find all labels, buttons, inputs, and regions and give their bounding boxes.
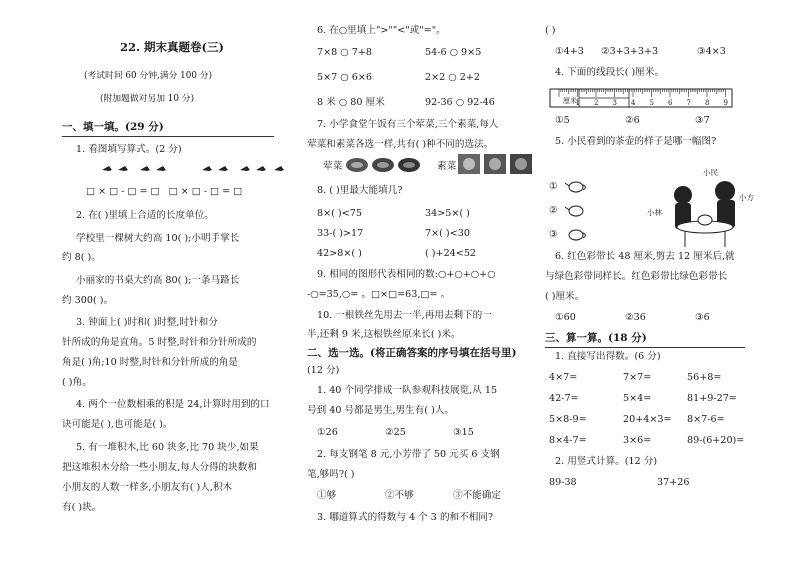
vegetable-label: 素菜 xyxy=(437,161,457,172)
ruler-tick-label: 7 xyxy=(686,99,691,107)
choice-option: ①60 xyxy=(555,312,576,323)
compare-item: 7+8 xyxy=(351,47,372,58)
question-2-line-2: 约 8( )。 xyxy=(62,252,101,263)
compare-item: 6×6 xyxy=(351,72,372,83)
fill-max-2: 34>5×( ) xyxy=(425,208,470,219)
name-label-xiaolin: 小林 xyxy=(647,208,662,217)
compare-row-3: 8 米 ○ 80 厘米 xyxy=(317,97,385,108)
section-divider xyxy=(545,347,745,348)
choice-option: ②6 xyxy=(625,115,640,126)
choice-option: ①够 xyxy=(317,490,337,501)
choice-question-6-line-1: 6. 红色彩带长 48 厘米,剪去 12 厘米后,就 xyxy=(555,251,735,262)
section-1-heading: 一、填一填。(29 分) xyxy=(62,121,164,133)
choice-option: ② xyxy=(549,205,558,216)
choice-question-4: 4. 下面的线段长( )厘米。 xyxy=(555,67,665,78)
calc-item: 20+4×3= xyxy=(623,414,672,425)
question-3-line-3: 角是( )角;10 时整,时针和分针所成的角是 xyxy=(62,357,238,368)
fill-max-4: 7×( )<30 xyxy=(425,228,470,239)
meat-dishes-image xyxy=(345,155,427,175)
choice-option: ③6 xyxy=(695,312,710,323)
choice-option: ②不够 xyxy=(385,490,414,501)
choice-option: ①26 xyxy=(317,427,338,438)
section-3-heading: 三、算一算。(18 分) xyxy=(545,332,647,344)
question-5-line-2: 把这堆积木分给一些小朋友,每人分得的块数和 xyxy=(62,462,257,473)
section-2-heading: 二、选一选。(将正确答案的序号填在括号里) xyxy=(307,347,517,359)
name-label-xiaomin: 小民 xyxy=(703,168,718,177)
choice-option: ①5 xyxy=(555,115,570,126)
compare-item: 7×8 xyxy=(317,47,338,58)
choice-option: ②3+3+3+3 xyxy=(601,46,659,57)
choice-question-5: 5. 小民看到的茶壶的样子是哪一幅图? xyxy=(555,136,717,147)
compare-item: 80 厘米 xyxy=(350,97,385,108)
question-1: 1. 看图填写算式。(2 分) xyxy=(76,144,182,155)
section-divider xyxy=(62,136,274,137)
question-7-line-2: 荤菜和素菜各选一样,共有( )种不同的选法。 xyxy=(307,139,494,150)
calc-item: 8×7-6= xyxy=(687,414,725,425)
choice-option: ③不能确定 xyxy=(453,490,501,501)
exam-info-time: (考试时间 60 分钟,满分 100 分) xyxy=(84,71,213,81)
compare-item: 9×5 xyxy=(461,47,482,58)
calc-question-1: 1. 直接写出得数。(6 分) xyxy=(555,351,661,362)
choice-option: ②36 xyxy=(625,312,646,323)
column-right xyxy=(545,0,770,561)
choice-question-2-line-1: 2. 每支钢笔 8 元,小芳带了 50 元买 6 支钢 xyxy=(317,449,500,460)
compare-row-2-right: 2×2 ○ 2+2 xyxy=(425,72,480,83)
question-2-line-3: 小丽家的书桌大约高 80( );一条马路长 xyxy=(76,275,240,286)
choice-option: ① xyxy=(549,181,558,192)
question-6: 6. 在○里填上">""<"或"="。 xyxy=(317,25,446,36)
choice-option: ①4+3 xyxy=(555,46,584,57)
compare-row-2: 5×7 ○ 6×6 xyxy=(317,72,372,83)
compare-item: 92-46 xyxy=(467,97,495,108)
question-2: 2. 在( )里填上合适的长度单位。 xyxy=(76,210,214,221)
ruler-tick-label: 9 xyxy=(723,99,728,107)
question-9-line-1: 9. 相同的图形代表相同的数:○+○+○+○ xyxy=(317,269,496,280)
choice-option: ②25 xyxy=(385,427,406,438)
calc-item: 81+9-27= xyxy=(687,393,737,404)
ruler-tick-label: 4 xyxy=(631,99,636,107)
calc-item: 5×4= xyxy=(623,393,652,404)
vertical-calc-item: 37+26 xyxy=(657,477,690,488)
answer-paren: ( ) xyxy=(545,25,556,36)
ruler-tick-label: 3 xyxy=(612,99,617,107)
compare-row-1-right: 54-6 ○ 9×5 xyxy=(425,47,482,58)
fill-max-1: 8×( )<75 xyxy=(317,208,362,219)
vertical-calc-item: 89-38 xyxy=(549,477,577,488)
question-10-line-2: 半,还剩 9 米,这根铁丝原来长( )米。 xyxy=(307,329,461,340)
ruler-tick-label: 8 xyxy=(705,99,710,107)
calc-item: 5×8-9= xyxy=(549,414,587,425)
compare-row-1: 7×8 ○ 7+8 xyxy=(317,47,372,58)
ruler-tick-label: 2 xyxy=(594,99,599,107)
compare-item: 2+2 xyxy=(459,72,480,83)
calc-item: 8×4-7= xyxy=(549,435,587,446)
choice-option: ③ xyxy=(549,229,558,240)
column-middle xyxy=(307,0,535,561)
teapot-options-image xyxy=(565,176,589,246)
compare-item: 92-36 xyxy=(425,97,453,108)
question-4-line-2: 诀可能是( ),也可能是( )。 xyxy=(62,419,173,430)
ruler-tick-label: 5 xyxy=(649,99,654,107)
calc-item: 42-7= xyxy=(549,393,579,404)
question-5-line-1: 5. 有一堆积木,比 60 块多,比 70 块少,如果 xyxy=(76,442,259,453)
question-3-line-2: 针所成的角是直角。5 时整,时针和分针所成的 xyxy=(62,337,257,348)
question-8: 8. ( )里最大能填几? xyxy=(317,185,403,196)
exam-info-bonus: (附加题做对另加 10 分) xyxy=(100,94,195,104)
choice-option: ③4×3 xyxy=(697,46,726,57)
page-title: 22. 期末真题卷(三) xyxy=(120,40,224,54)
question-10-line-1: 10. 一根铁丝先用去一半,再用去剩下的一 xyxy=(317,310,492,321)
calc-item: 7×7= xyxy=(623,372,652,383)
ruler-tick-label: 6 xyxy=(668,99,673,107)
compare-item: 54-6 xyxy=(425,47,447,58)
question-1-formula: □×□-□=□ □×□-□=□ xyxy=(86,186,246,197)
children-table-illustration xyxy=(645,165,765,250)
choice-question-1-line-1: 1. 40 个同学排成一队参观科技展览,从 15 xyxy=(317,385,498,396)
meat-label: 荤菜 xyxy=(323,161,343,172)
question-4-line-1: 4. 两个一位数相乘的积是 24,计算时用到的口 xyxy=(76,399,270,410)
calc-item: 89-(6+20)= xyxy=(687,435,745,446)
vegetable-dishes-image xyxy=(457,153,535,175)
question-7-line-1: 7. 小学食堂午饭有三个荤菜,三个素菜,每人 xyxy=(317,119,499,130)
column-left xyxy=(62,0,298,561)
calc-item: 3×6= xyxy=(623,435,652,446)
compare-item: 5×7 xyxy=(317,72,338,83)
swallows-illustration xyxy=(100,163,290,177)
ruler-tick-label: 1 xyxy=(575,99,580,107)
compare-item: 2×2 xyxy=(425,72,446,83)
choice-question-2-line-2: 笔,够吗?( ) xyxy=(307,469,355,480)
choice-question-6-line-3: ( )厘米。 xyxy=(545,291,585,302)
choice-option: ③15 xyxy=(453,427,474,438)
calc-item: 56+8= xyxy=(687,372,722,383)
ruler-unit: 厘米 xyxy=(563,97,577,105)
choice-question-6-line-2: 与绿色彩带同样长。红色彩带比绿色彩带长 xyxy=(545,271,728,282)
name-label-xiaofang: 小方 xyxy=(739,193,754,202)
question-5-line-4: 有( )块。 xyxy=(62,502,102,513)
question-5-line-3: 小朋友的人数一样多,小朋友有( )人,积木 xyxy=(62,482,233,493)
fill-max-3: 33-( )>17 xyxy=(317,228,364,239)
fill-max-5: 42>8×( ) xyxy=(317,248,362,259)
question-9-line-2: -○=35,○= 。□×□=63,□= 。 xyxy=(307,289,451,300)
question-2-line-4: 约 300( )。 xyxy=(62,295,114,306)
choice-option: ③7 xyxy=(695,115,710,126)
fill-max-6: ( )+24<52 xyxy=(425,248,477,259)
choice-question-1-line-2: 号到 40 号都是男生,男生有( )人。 xyxy=(307,405,455,416)
question-3-line-1: 3. 钟面上( )时和( )时整,时针和分 xyxy=(76,317,218,328)
question-3-line-4: ( )角。 xyxy=(62,377,92,388)
choice-question-3: 3. 哪道算式的得数与 4 个 3 的和不相同? xyxy=(317,512,494,523)
ruler-image xyxy=(549,87,735,109)
section-2-score: (12 分) xyxy=(307,365,340,376)
compare-item: 8 米 xyxy=(317,97,336,108)
compare-row-3-right: 92-36 ○ 92-46 xyxy=(425,97,495,108)
calc-item: 4×7= xyxy=(549,372,578,383)
calc-question-2: 2. 用竖式计算。(12 分) xyxy=(555,456,658,467)
question-2-line-1: 学校里一棵树大约高 10( );小明手掌长 xyxy=(76,233,240,244)
